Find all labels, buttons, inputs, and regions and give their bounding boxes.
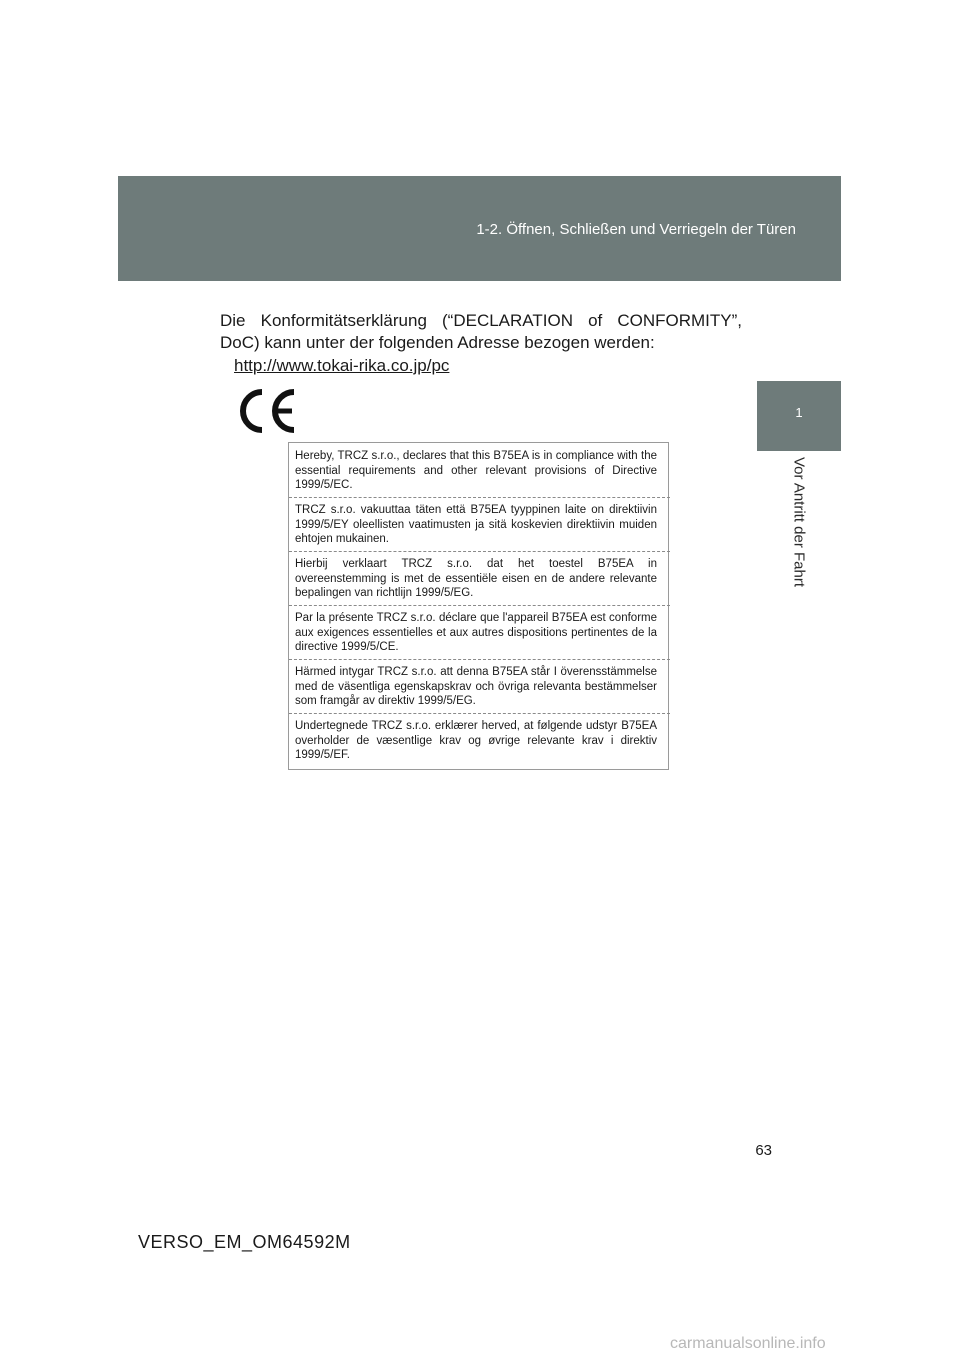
declaration-divider <box>289 605 670 606</box>
declaration-nl: Hierbij verklaart TRCZ s.r.o. dat het toestel B75EA in overeenstemming is met de essentiële eisen en de andere relevante bepalingen van richtlijn 1999/5/EG. <box>295 558 657 599</box>
declaration-fr: Par la présente TRCZ s.r.o. déclare que l'appareil B75EA est conforme aux exigences essentielles et aux autres dispositions pertinentes de la directive 1999/5/CE. <box>295 612 657 653</box>
declaration-fi: TRCZ s.r.o. vakuuttaa täten että B75EA tyyppinen laite on direktiivin 1999/5/EY oleellisten vaatimusten ja sitä koskevien direktiivin muiden ehtojen mukainen. <box>295 504 657 545</box>
section-title: 1-2. Öffnen, Schließen und Verriegeln der Türen <box>476 221 796 238</box>
chapter-tab <box>757 381 841 451</box>
declaration-en: Hereby, TRCZ s.r.o., declares that this B75EA is in compliance with the essential requirements and other relevant provisions of Directive 1999/5/EC. <box>295 450 657 491</box>
declaration-sv: Härmed intygar TRCZ s.r.o. att denna B75EA står I överensstämmelse med de väsentliga egenskapskrav och övriga relevanta bestämmelser som framgår av direktiv 1999/5/EG. <box>295 666 657 707</box>
declaration-divider <box>289 659 670 660</box>
ce-mark-icon <box>236 386 300 441</box>
page-number: 63 <box>755 1142 772 1159</box>
declaration-divider <box>289 497 670 498</box>
doc-url-link[interactable]: http://www.tokai-rika.co.jp/pc <box>234 356 450 375</box>
footer-code: VERSO_EM_OM64592M <box>138 1232 351 1252</box>
intro-text: Die Konformitätserklärung (“DECLARATION of CONFORMITY”, DoC) kann unter der folgenden Adresse bezogen werden: <box>220 311 742 352</box>
declaration-da: Undertegnede TRCZ s.r.o. erklærer herved, at følgende udstyr B75EA overholder de væsentlige krav og øvrige relevante krav i direktiv 1999/5/EF. <box>295 720 657 761</box>
declaration-divider <box>289 551 670 552</box>
watermark: carmanualsonline.info <box>670 1335 826 1352</box>
chapter-label: Vor Antritt der Fahrt <box>790 456 808 588</box>
declaration-box <box>288 442 669 770</box>
declaration-divider <box>289 713 670 714</box>
chapter-number: 1 <box>795 405 803 420</box>
header-band <box>118 176 841 281</box>
